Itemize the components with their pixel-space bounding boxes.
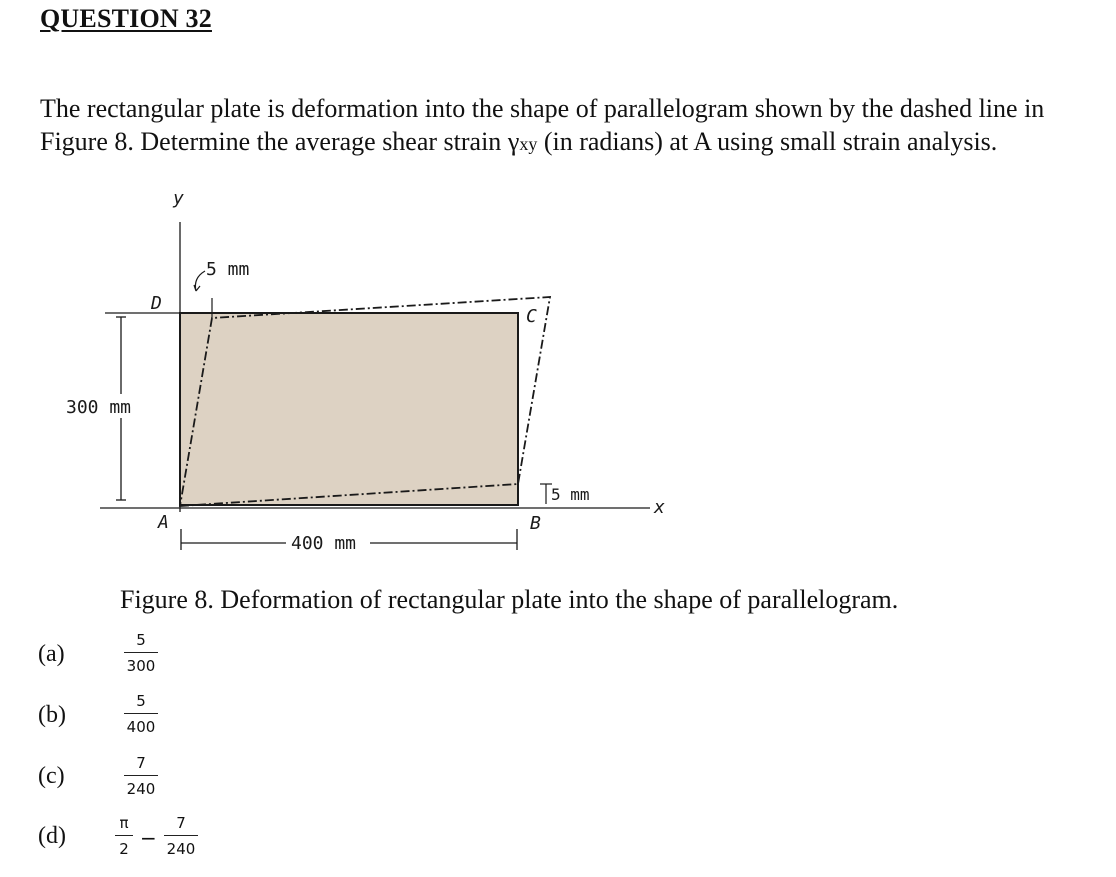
height-dimension-label: 300 mm: [66, 397, 132, 418]
right-offset-label: 5 mm: [551, 485, 590, 504]
prompt-text-2: (in radians) at A using small strain analysis.: [537, 127, 998, 156]
y-axis-label: y: [173, 188, 184, 209]
option-d-fraction-1: [115, 814, 133, 858]
option-a-denominator: 300: [126, 657, 156, 675]
width-dimension-label: 400 mm: [291, 533, 357, 554]
corner-c-label: C: [526, 306, 537, 327]
option-d-denominator-2: 240: [166, 840, 196, 858]
figure-caption: Figure 8. Deformation of rectangular plate into the shape of parallelogram.: [120, 585, 899, 614]
option-c-label: (c): [38, 763, 65, 789]
option-b-numerator: 5: [136, 692, 146, 710]
plate-rectangle: [180, 313, 518, 505]
option-d-numerator-1: π: [119, 814, 129, 832]
corner-b-label: B: [530, 513, 541, 534]
corner-d-label: D: [151, 293, 162, 314]
option-d-numerator-2: 7: [176, 814, 186, 832]
question-title: QUESTION 32: [40, 4, 212, 33]
corner-a-label: A: [158, 512, 169, 533]
option-c-fraction: [124, 754, 158, 798]
option-a-fraction: [124, 631, 158, 675]
option-b-denominator: 400: [126, 718, 156, 736]
option-d-fraction-2: [164, 814, 198, 858]
option-c-numerator: 7: [136, 754, 146, 772]
option-d-label: (d): [38, 823, 66, 849]
prompt-text-1: The rectangular plate is deformation into the shape of parallelogram shown by the dashed line in Figure 8. Determine the average shear strain: [40, 94, 1045, 156]
figure-8-diagram: [0, 180, 720, 570]
option-d-denominator-1: 2: [119, 840, 129, 858]
question-prompt: [40, 92, 1110, 161]
option-b-label: (b): [38, 702, 66, 728]
gamma-subscript: xy: [519, 134, 538, 154]
option-c-denominator: 240: [126, 780, 156, 798]
option-a-numerator: 5: [136, 631, 146, 649]
option-a-label: (a): [38, 641, 65, 667]
x-axis-label: x: [654, 497, 665, 518]
option-d-minus: −: [140, 826, 157, 850]
option-b-fraction: [124, 692, 158, 736]
top-offset-arrow: [194, 271, 205, 291]
top-offset-label: 5 mm: [206, 259, 250, 280]
gamma-symbol: γ: [507, 127, 520, 156]
